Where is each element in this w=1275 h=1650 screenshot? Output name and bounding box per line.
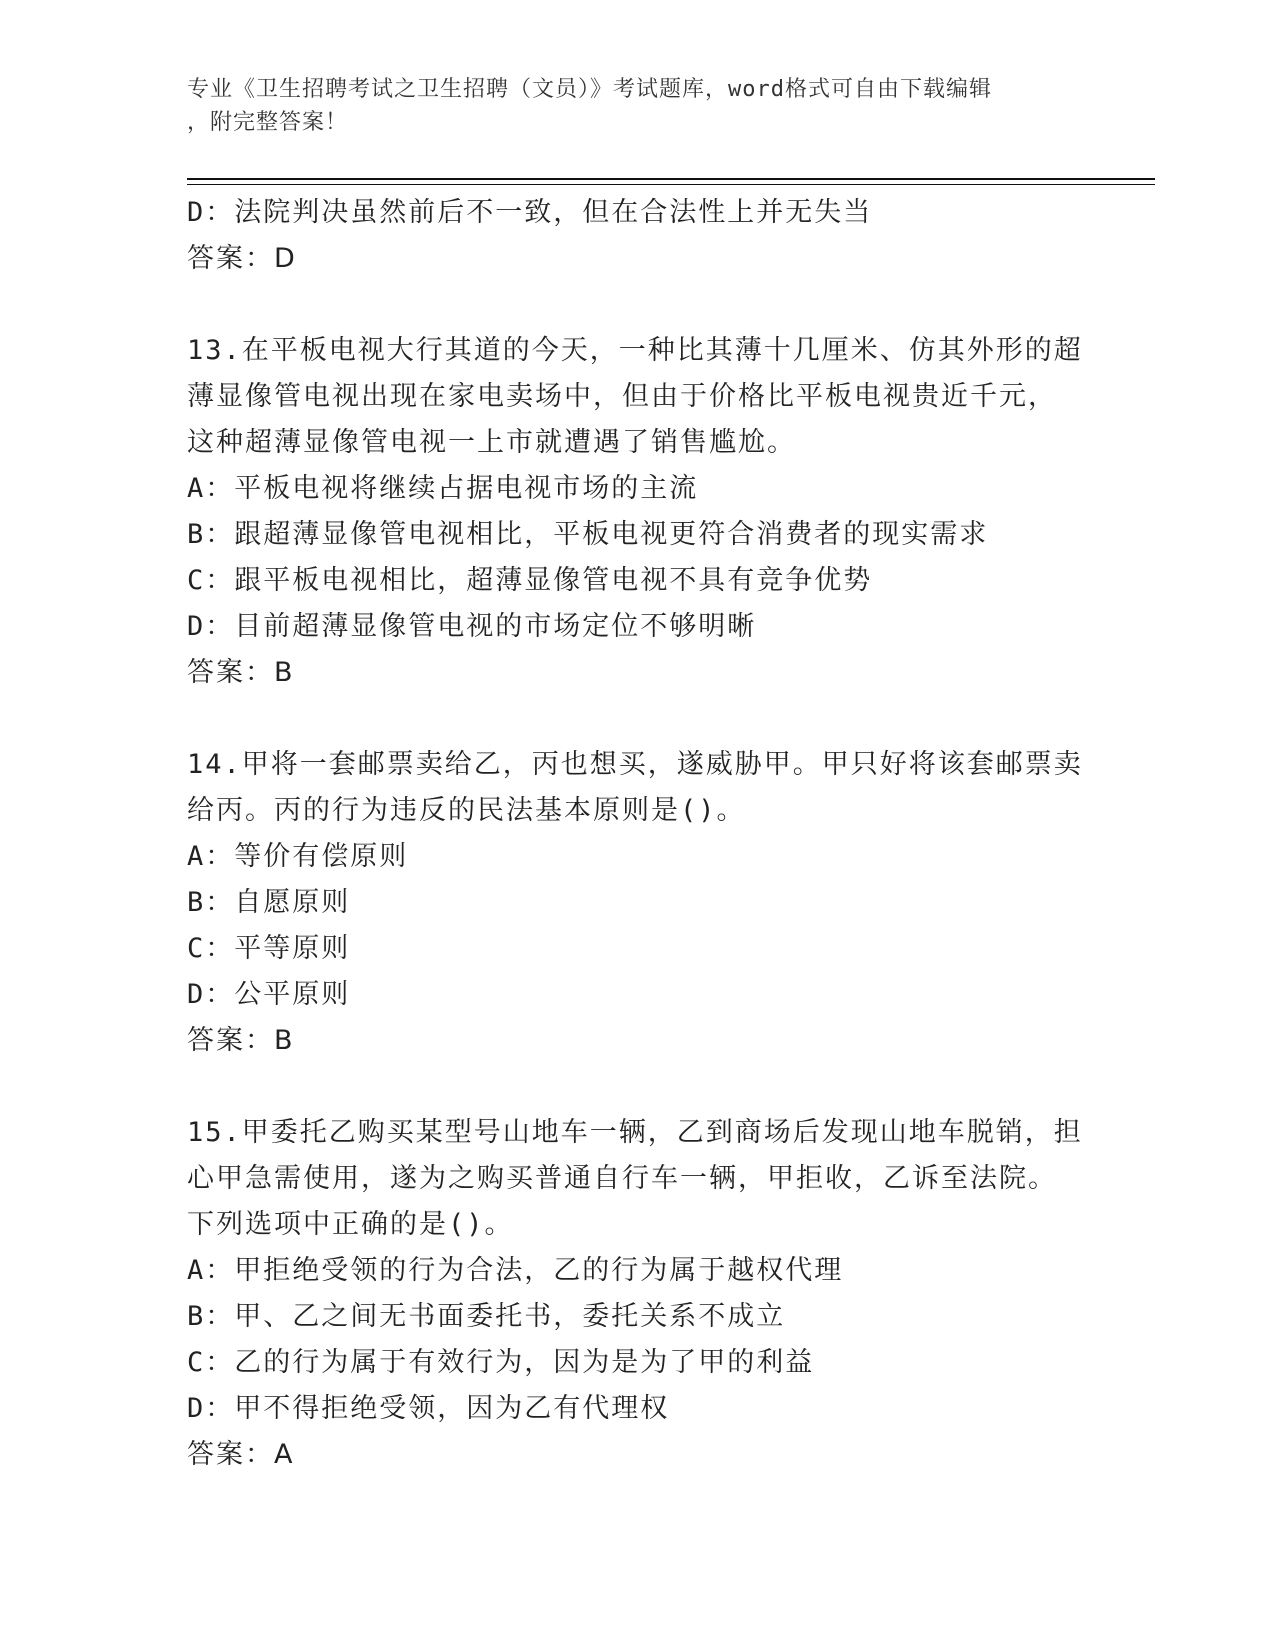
question-stem-line: 14.甲将一套邮票卖给乙，丙也想买，遂威胁甲。甲只好将该套邮票卖 (187, 749, 1083, 780)
option-d: D：公平原则 (187, 979, 351, 1010)
question-stem-line: 薄显像管电视出现在家电卖场中，但由于价格比平板电视贵近千元， (187, 381, 1057, 412)
option-c: C：平等原则 (187, 933, 351, 964)
option-c: C：跟平板电视相比，超薄显像管电视不具有竞争优势 (187, 565, 873, 596)
question-stem-line: 心甲急需使用，遂为之购买普通自行车一辆，甲拒收，乙诉至法院。 (187, 1163, 1057, 1194)
option-a: A：等价有偿原则 (187, 841, 409, 872)
header-divider-thick (187, 178, 1155, 180)
option-d: D：目前超薄显像管电视的市场定位不够明晰 (187, 611, 757, 642)
question-13 (187, 328, 1087, 696)
option-d: D：法院判决虽然前后不一致，但在合法性上并无失当 (187, 197, 873, 228)
question-stem-line: 13.在平板电视大行其道的今天，一种比其薄十几厘米、仿其外形的超 (187, 335, 1083, 366)
question-stem-line: 这种超薄显像管电视一上市就遭遇了销售尴尬。 (187, 427, 796, 458)
question-15 (187, 1110, 1087, 1478)
option-b: B：跟超薄显像管电视相比，平板电视更符合消费者的现实需求 (187, 519, 989, 550)
answer: 答案：D (187, 243, 297, 274)
question-14 (187, 742, 1087, 1064)
header-line-2: ，附完整答案！ (187, 110, 349, 135)
option-a: A：甲拒绝受领的行为合法，乙的行为属于越权代理 (187, 1255, 844, 1286)
header-divider-thin (187, 184, 1155, 185)
option-a: A：平板电视将继续占据电视市场的主流 (187, 473, 699, 504)
question-stem-line: 给丙。丙的行为违反的民法基本原则是()。 (187, 795, 746, 826)
option-b: B：自愿原则 (187, 887, 351, 918)
header-line-1: 专业《卫生招聘考试之卫生招聘（文员）》考试题库，word格式可自由下载编辑 (187, 77, 992, 102)
answer: 答案：B (187, 657, 295, 688)
question-list (187, 190, 1087, 1478)
answer: 答案：B (187, 1025, 295, 1056)
question-stem-line: 下列选项中正确的是()。 (187, 1209, 514, 1240)
option-d: D：甲不得拒绝受领，因为乙有代理权 (187, 1393, 670, 1424)
option-c: C：乙的行为属于有效行为，因为是为了甲的利益 (187, 1347, 815, 1378)
answer: 答案：A (187, 1439, 295, 1470)
option-b: B：甲、乙之间无书面委托书，委托关系不成立 (187, 1301, 786, 1332)
question-stem-line: 15.甲委托乙购买某型号山地车一辆，乙到商场后发现山地车脱销，担 (187, 1117, 1083, 1148)
document-header (187, 73, 1087, 139)
